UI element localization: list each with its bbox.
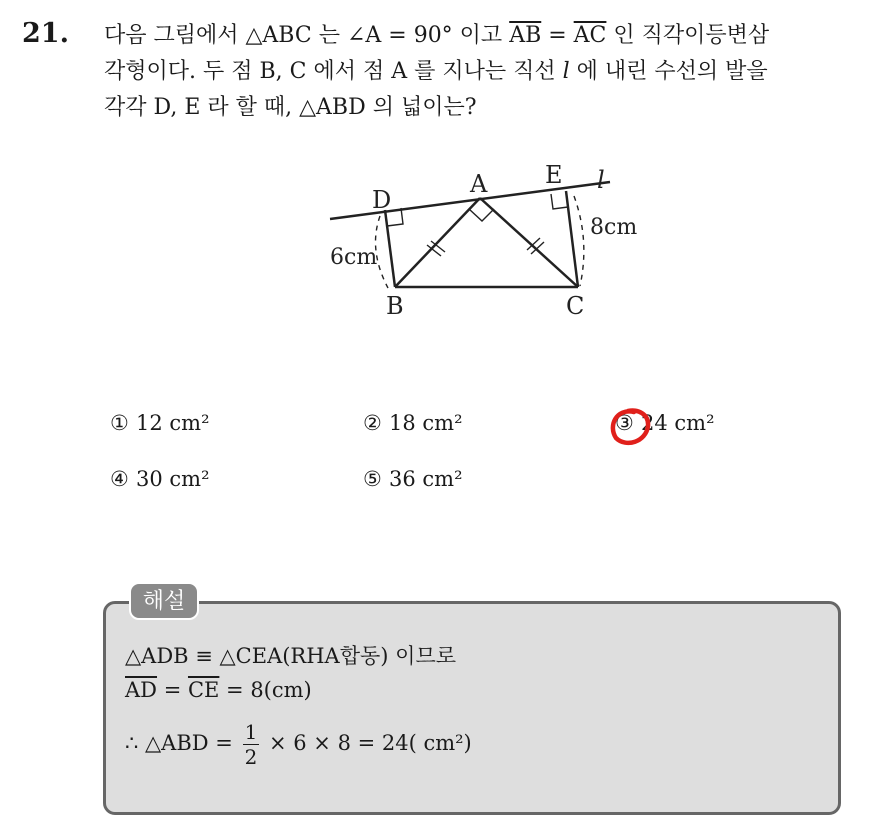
segment-ce — [566, 191, 578, 287]
geometry-figure — [320, 160, 660, 330]
label-b: B — [386, 292, 404, 320]
question-number: 21. — [22, 18, 69, 49]
solution-line-1: △ADB ≡ △CEA(RHA합동) 이므로 — [125, 644, 457, 668]
fraction: $\frac{1}{2}$ — [244, 720, 258, 769]
solution-line-2: $\overline{AD} = \overline{CE} = 8(cm)$ — [125, 678, 312, 702]
right-angle-a — [469, 209, 494, 221]
choice-4[interactable]: ④ 30 cm² — [110, 467, 210, 491]
solution-tab: 해설 — [129, 582, 199, 620]
segment-ab — [395, 198, 480, 287]
solution-box — [103, 601, 841, 815]
label-d: D — [372, 186, 392, 214]
segment-bd — [385, 210, 395, 287]
solution-line-3: ∴ △ABD = $\frac{1}{2}$ × 6 × 8 = 24( cm²) — [125, 720, 472, 769]
question-line-3: 각각 D, E 라 할 때, △ABD 의 넓이는? — [104, 95, 477, 120]
label-e: E — [545, 161, 563, 189]
label-a: A — [470, 170, 488, 198]
question-text — [104, 18, 864, 126]
label-c: C — [566, 292, 585, 320]
choice-5[interactable]: ⑤ 36 cm² — [363, 467, 463, 491]
length-8cm: 8cm — [590, 215, 638, 240]
length-6cm: 6cm — [330, 245, 378, 270]
question-line-1: 다음 그림에서 △ABC 는 ∠A = 90° 이고 $\overline{AB} = \overline{AC}$ 인 직각이등변삼 — [104, 23, 770, 48]
choice-2[interactable]: ② 18 cm² — [363, 411, 463, 435]
choice-1[interactable]: ① 12 cm² — [110, 411, 210, 435]
answer-selection-circle — [604, 404, 654, 448]
choice-3[interactable]: ③ 24 cm² — [615, 411, 715, 435]
question-line-2: 각형이다. 두 점 B, C 에서 점 A 를 지나는 직선 l 에 내린 수선의 발을 — [104, 59, 768, 84]
segment-ac — [480, 198, 578, 287]
label-l: l — [597, 166, 605, 194]
